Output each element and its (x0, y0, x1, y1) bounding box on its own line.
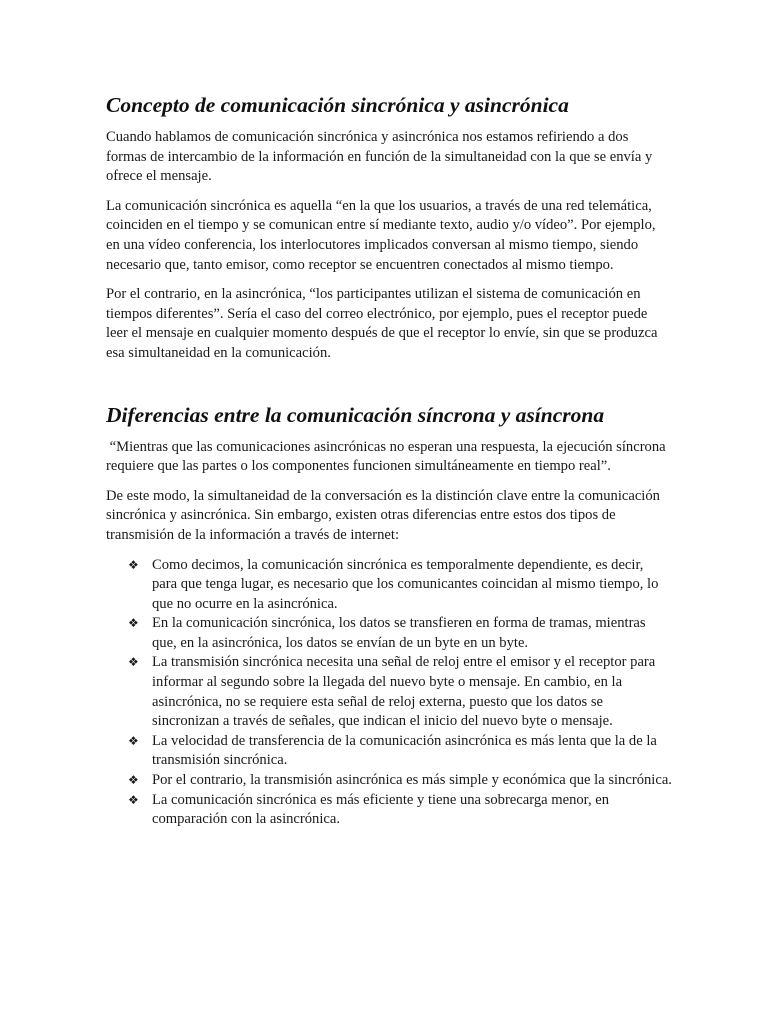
diamond-bullet-icon: ❖ (128, 733, 139, 748)
list-item-text: La transmisión sincrónica necesita una señal de reloj entre el emisor y el receptor para informar al segundo sobre la llegada del nuevo byte o mensaje. En cambio, en la asincrónica, no se requiere esta señal de reloj externa, puesto que los datos se sincronizan a través de señales, que indican el inicio del nuevo byte o mensaje. (152, 654, 656, 730)
document-page (106, 92, 672, 830)
list-item (128, 791, 672, 830)
differences-list (106, 556, 672, 830)
list-item (128, 653, 672, 731)
paragraph: Cuando hablamos de comunicación sincrónica y asincrónica nos estamos refiriendo a dos formas de intercambio de la información en función de la simultaneidad con la que se envía y ofrece el mensaje. (106, 129, 653, 185)
section-heading-diferencias: Diferencias entre la comunicación síncrona y asíncrona (106, 402, 605, 427)
diamond-bullet-icon: ❖ (128, 655, 139, 670)
paragraph: De este modo, la simultaneidad de la conversación es la distinción clave entre la comunicación sincrónica y asincrónica. Sin embargo, existen otras diferencias entre estos dos tipos de transmisión de la información a través de internet: (106, 487, 660, 543)
diamond-bullet-icon: ❖ (128, 773, 139, 788)
paragraph: La comunicación sincrónica es aquella “en la que los usuarios, a través de una red telemática, coinciden en el tiempo y se comunican entre sí mediante texto, audio y/o vídeo”. Por ejemplo, en una vídeo conferencia, los interlocutores implicados conversan al mismo tiempo, siendo necesario que, tanto emisor, como receptor se encuentren conectados al mismo tiempo. (106, 197, 656, 273)
list-item-text: La comunicación sincrónica es más eficiente y tiene una sobrecarga menor, en comparación con la asincrónica. (152, 791, 610, 828)
list-item (128, 614, 672, 653)
list-item-text: En la comunicación sincrónica, los datos se transfieren en forma de tramas, mientras que, en la asincrónica, los datos se envían de un byte en un byte. (152, 615, 646, 651)
diamond-bullet-icon: ❖ (128, 792, 139, 807)
diamond-bullet-icon: ❖ (128, 557, 139, 572)
list-item (128, 732, 672, 771)
list-item-text: Por el contrario, la transmisión asincrónica es más simple y económica que la sincrónica. (152, 772, 672, 789)
list-item (128, 556, 672, 615)
diamond-bullet-icon: ❖ (128, 616, 139, 631)
section-heading-concepto: Concepto de comunicación sincrónica y asincrónica (106, 93, 569, 117)
list-item-text: Como decimos, la comunicación sincrónica es temporalmente dependiente, es decir, para que tenga lugar, es necesario que los comunicantes coincidan al mismo tiempo, lo que no ocurre en la asincrónica. (152, 556, 659, 612)
list-item (128, 771, 672, 791)
paragraph: “Mientras que las comunicaciones asincrónicas no esperan una respuesta, la ejecución síncrona requiere que las partes o los componentes funcionen simultáneamente en tiempo real”. (106, 438, 670, 475)
list-item-text: La velocidad de transferencia de la comunicación asincrónica es más lenta que la de la transmisión sincrónica. (152, 732, 657, 769)
paragraph: Por el contrario, en la asincrónica, “los participantes utilizan el sistema de comunicación en tiempos diferentes”. Sería el caso del correo electrónico, por ejemplo, pues el receptor puede leer el mensaje en cualquier momento después de que el receptor lo envíe, sin que se produzca esa simultaneidad en la comunicación. (106, 286, 658, 361)
